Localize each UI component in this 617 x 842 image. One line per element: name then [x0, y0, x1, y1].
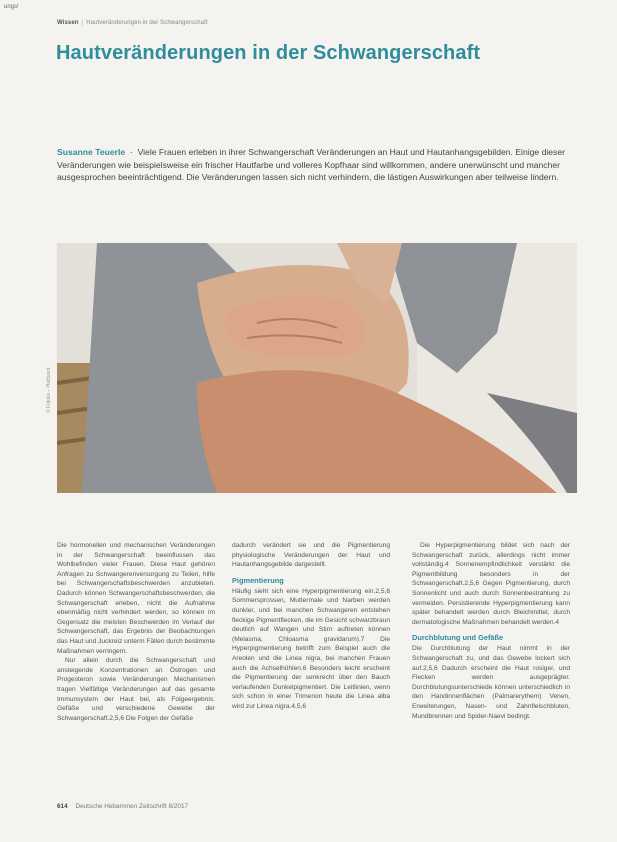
page-number: 614 [57, 803, 68, 810]
section-label: Wissen [57, 20, 79, 26]
heading-pigmentierung: Pigmentierung [232, 575, 284, 585]
column-1-paragraph-1: Die hormonellen und mechanischen Veränderungen in der Schwangerschaft beeinflussen das Wohlbefinden vieler Frauen. Diese Haut gehören Anfragen zu Schwangerenversorgung zu Teilen, hilfe bei Schwangerschaftsbeschwerden anzubieten. Dadurch können Schwangerschaftsbeschwerden, die Schwangerschaft erleben, nicht die Aufnahme ebenmäßig nicht verhindert werden, so können im Gegensatz die meisten Beschwerden im Verlauf der Schwangerschaft, das Ergebnis der Beobachtungen das Haut und Juckreiz unterm Fällen durch bestimmte Maßnahmen verringern. [57, 542, 215, 655]
column-3-intro: Die Hyperpigmentierung bildet sich nach der Schwangerschaft zurück, allerdings nicht immer vollständig.4 Sonnenempfindlichkeit verstärkt die Pigmentbildung besonders in der Schwangerschaft.2,5,6 Gegen Pigmentierung, durch Sonnenlicht und auch durch Sonnenbestrahlung zu vermeiden. Persistierende Hyperpigmentierung kann später behandelt werden durch Bleichmittel, durch dermatologische Maßnahmen behandelt werden.4 [412, 542, 570, 626]
photo-credit: © Fotolia – Halfpoint [46, 367, 52, 413]
column-2-body: Häufig sieht sich eine Hyperpigmentierung ein.2,5,6 Sommersprossen, Muttermale und Narben werden dunkler, und bei manchen Schwangeren entstehen fleckige Pigmentflecken, die im Gesicht schwarzbraun deutlich auf Wangen und Stirn auftreten können (Melasma, Chloasma gravidarum).7 Die Hyperpigmentierung betrifft zum Beispiel auch die Areolen und die Linea nigra, bei manchen Frauen auch die Achselhöhlen.6 Besonders leicht erscheint die Pigmentierung der senkrecht über den Bauch verlaufenden Dunkelpigmentiert. Die Leitlinien, wenn sich schon in einer Trimenon heute die Linea alba wird zur Linea nigra.4,5,6 [232, 587, 390, 710]
article-lead [57, 146, 577, 184]
text-column-2 [232, 541, 390, 712]
text-column-1 [57, 541, 215, 723]
column-2-intro: dadurch verändert sie und die Pigmentierung physiologische Veränderungen der Haut und Hautanhangsgebilde dargestellt. [232, 542, 390, 569]
page-corner-mark: ungs! [4, 4, 19, 10]
section-subtitle: Hautveränderungen in der Schwangerschaft [86, 20, 208, 26]
heading-durchblutung: Durchblutung und Gefäße [412, 633, 504, 643]
text-column-3 [412, 541, 570, 721]
photo-illustration [57, 243, 577, 493]
lead-separator: · [127, 147, 136, 157]
author-name: Susanne Teuerle [57, 147, 126, 157]
lead-text: Viele Frauen erleben in ihrer Schwangerschaft Veränderungen an Haut und Hautanhangsgebilden. Einige dieser Veränderungen wie beispielsweise ein frischer Hautfarbe und volleres Kopfhaar sind willkommen, andere unerwünscht und mancher ausgesprochen beeinträchtigend. Die Veränderungen lassen sich nicht verhindern, die lästigen Auswirkungen aber teilweise lindern. [57, 147, 565, 183]
journal-name: Deutsche Hebammen Zeitschrift 8/2017 [75, 803, 189, 810]
article-photo [57, 243, 577, 493]
section-header [57, 20, 208, 26]
column-1-paragraph-2: Nur allein durch die Schwangerschaft und ansteigende Konzentrationen an Östrogen und Progesteron sowie Veränderungen Mechanismen tragen Vielfältige Veränderungen auf das gesamte Immunsystem der Haut bei, als Folgeergebnis: Gefäße und verschiedene Gewebe der Schwangerschaft.2,5,6 Die Folgen der Gefäße [57, 657, 215, 722]
article-title: Hautveränderungen in der Schwangerschaft [56, 42, 481, 64]
page-footer [57, 803, 188, 810]
column-3-body: Die Durchblutung der Haut nimmt in der Schwangerschaft zu, und das Gewebe lockert sich auf.2,5,6 Dadurch erscheint die Haut rosiger, und Flecken werden ausgeprägter. Durchblutungsunterschiede können unterschiedlich in den Handinnenflächen (Palmarerythem) Venen, Erweiterungen, Nasen- und Zahnfleischbluten, Mundbrennen und Spider-Naevi bedingt. [412, 645, 570, 720]
header-separator: | [81, 20, 84, 26]
